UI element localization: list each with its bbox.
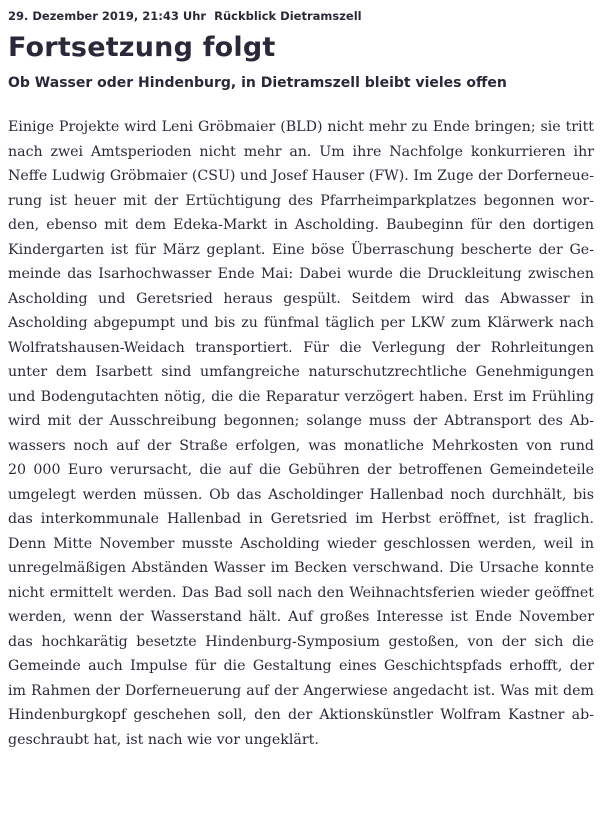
body-line: Einige Projekte wird Leni Gröbmaier (BLD) nicht mehr zu Ende bringen; sie tritt: [8, 119, 594, 135]
body-line: den, ebenso mit dem Edeka-Markt in Ascholding. Baubeginn für den dortigen: [8, 217, 594, 233]
body-line: geschraubt hat, ist nach wie vor ungeklärt.: [8, 731, 319, 748]
body-line: Gemeinde auch Impulse für die Gestaltung eines Geschichtspfads erhofft, der: [8, 658, 594, 674]
body-line: werden, wenn der Wasserstand hält. Auf großes Interesse ist Ende November: [8, 609, 594, 625]
subheadline: Ob Wasser oder Hindenburg, in Dietramszell bleibt vieles offen: [8, 75, 507, 91]
body-line: wassers noch auf der Straße erfolgen, was monatliche Mehrkosten von rund: [8, 437, 594, 454]
article: [8, 0, 594, 752]
body-line: unregelmäßigen Abständen Wasser im Becken verschwand. Die Ursache konnte: [8, 560, 594, 576]
body-line: das interkommunale Hallenbad in Geretsried im Herbst eröffnet, ist fraglich.: [8, 511, 594, 527]
body-line: Wolfratshausen-Weidach transportiert. Für die Verlegung der Rohrleitungen: [8, 339, 594, 356]
body-line: wird mit der Ausschreibung begonnen; solange muss der Abtransport des Ab-: [8, 413, 594, 429]
body-line: Hindenburgkopf geschehen soll, den der Aktionskünstler Wolfram Kastner ab-: [8, 707, 594, 723]
article-meta: [8, 7, 594, 25]
body-line: unter dem Isarbett sind umfangreiche naturschutzrechtliche Genehmigungen: [8, 364, 594, 380]
body-line: Denn Mitte November musste Ascholding wieder geschlossen werden, weil in: [8, 535, 594, 552]
article-body: [8, 115, 594, 752]
topic-label[interactable]: Rückblick Dietramszell: [214, 9, 362, 23]
body-line: meinde das Isarhochwasser Ende Mai: Dabei wurde die Druckleitung zwischen: [8, 266, 594, 282]
body-line: das hochkarätig besetzte Hindenburg-Symposium gestoßen, von der sich die: [8, 633, 594, 650]
body-line: im Rahmen der Dorferneuerung auf der Angerwiese angedacht ist. Was mit dem: [8, 682, 594, 699]
body-line: Ascholding und Geretsried heraus gespült. Seitdem wird das Abwasser in: [8, 290, 594, 307]
body-line: nach zwei Amtsperioden nicht mehr an. Um ihre Nachfolge konkurrieren ihr: [8, 143, 594, 160]
body-line: 20 000 Euro verursacht, die auf die Gebühren der betroffenen Gemeindeteile: [8, 462, 594, 478]
body-line: Kindergarten ist für März geplant. Eine böse Überraschung bescherte der Ge-: [8, 241, 594, 258]
body-line: Ascholding abgepumpt und bis zu fünfmal täglich per LKW zum Klärwerk nach: [8, 315, 594, 331]
headline: Fortsetzung folgt: [8, 32, 276, 63]
body-line: Neffe Ludwig Gröbmaier (CSU) und Josef Hauser (FW). Im Zuge der Dorferneue-: [8, 168, 594, 184]
publish-date: 29. Dezember 2019, 21:43 Uhr: [8, 9, 207, 23]
body-line: und Bodengutachten nötig, die die Reparatur verzögert haben. Erst im Frühling: [8, 388, 594, 405]
body-line: umgelegt werden müssen. Ob das Ascholdinger Hallenbad noch durchhält, bis: [8, 486, 594, 503]
body-line: nicht ermittelt werden. Das Bad soll nach den Weihnachtsferien wieder geöffnet: [8, 584, 594, 601]
body-line: rung ist heuer mit der Ertüchtigung des Pfarrheimparkplatzes begonnen wor-: [8, 192, 594, 209]
